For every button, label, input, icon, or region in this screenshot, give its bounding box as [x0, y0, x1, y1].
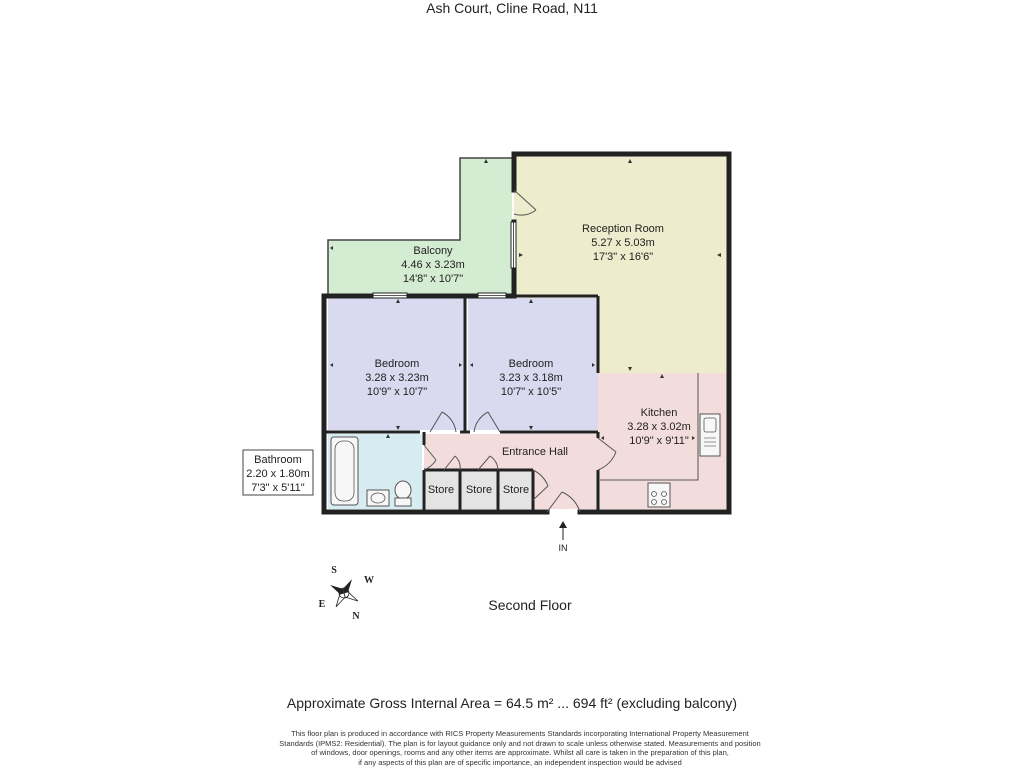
store-2-label: Store: [465, 484, 493, 496]
disclaimer-line: if any aspects of this plan are of specific importance, an independent inspection would be advised: [358, 757, 682, 767]
entrance-hall-label: Entrance Hall: [501, 446, 569, 458]
compass-west-label: W: [364, 575, 374, 586]
svg-text:3.28 x 3.02m: 3.28 x 3.02m: [627, 421, 691, 433]
svg-text:Kitchen: Kitchen: [640, 407, 678, 419]
bathroom-callout: [243, 450, 313, 495]
svg-text:7'3" x 5'11": 7'3" x 5'11": [251, 482, 305, 494]
store-3-label: Store: [502, 484, 530, 496]
svg-text:Bedroom: Bedroom: [508, 358, 554, 370]
reception-room-label: [582, 223, 664, 263]
svg-text:17'3" x 16'6": 17'3" x 16'6": [592, 251, 654, 263]
svg-text:3.23 x 3.18m: 3.23 x 3.18m: [499, 372, 563, 384]
compass-north-label: N: [352, 611, 360, 622]
basin-icon: [367, 490, 389, 506]
disclaimer: [250, 729, 790, 767]
entrance-arrow-icon: [559, 521, 567, 540]
disclaimer-line: Standards (IPMS2: Residential). The plan is for layout guidance only and not drawn to scale unless otherwise stated. Measurements and position: [279, 738, 761, 748]
svg-text:10'9" x 10'7": 10'9" x 10'7": [366, 386, 428, 398]
svg-text:Reception Room: Reception Room: [582, 223, 664, 235]
disclaimer-line: of windows, door openings, rooms and any other items are approximate. Whilst all care is taken in the preparation of this plan,: [311, 748, 729, 757]
svg-text:3.28 x 3.23m: 3.28 x 3.23m: [365, 372, 429, 384]
bedroom-2-label: [499, 358, 563, 398]
svg-text:4.46 x 3.23m: 4.46 x 3.23m: [401, 259, 465, 271]
page-title: Ash Court, Cline Road, N11: [426, 0, 598, 16]
svg-text:Bedroom: Bedroom: [374, 358, 420, 370]
svg-text:10'7" x 10'5": 10'7" x 10'5": [500, 386, 562, 398]
floor-name: Second Floor: [488, 597, 572, 613]
disclaimer-line: This floor plan is produced in accordance with RICS Property Measurements Standards incorporating International Property Measurement: [291, 729, 749, 738]
sink-icon: [700, 414, 720, 456]
compass-icon: [322, 571, 366, 615]
svg-text:Balcony: Balcony: [413, 245, 453, 257]
toilet-icon: [395, 481, 411, 499]
entrance-label: IN: [558, 543, 568, 553]
gross-internal-area: Approximate Gross Internal Area = 64.5 m² ... 694 ft² (excluding balcony): [286, 695, 738, 711]
svg-text:Bathroom: Bathroom: [254, 454, 302, 466]
bedroom-1-label: [365, 358, 429, 398]
store-1-label: Store: [427, 484, 455, 496]
compass-east-label: E: [318, 599, 326, 610]
svg-text:14'8" x 10'7": 14'8" x 10'7": [402, 273, 464, 285]
compass-south-label: S: [331, 565, 337, 576]
svg-text:5.27 x 5.03m: 5.27 x 5.03m: [591, 237, 655, 249]
svg-text:2.20 x 1.80m: 2.20 x 1.80m: [246, 468, 310, 480]
svg-text:10'9" x 9'11": 10'9" x 9'11": [629, 435, 689, 447]
